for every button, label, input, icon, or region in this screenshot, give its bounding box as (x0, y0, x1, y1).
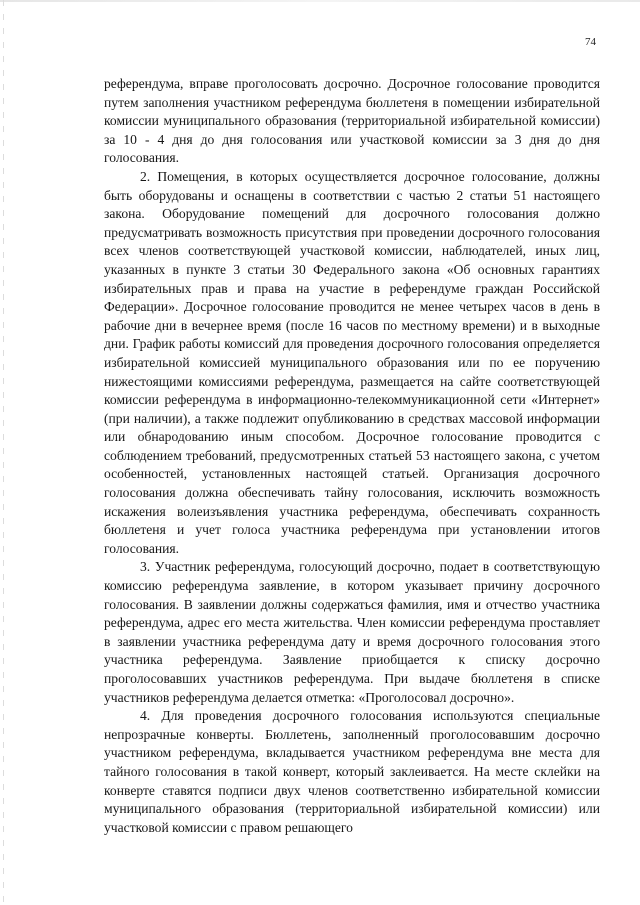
paragraph-continuation: референдума, вправе проголосовать досрочно. Досрочное голосование проводится путем заполнения участником референдума бюллетеня в помещении избирательной комиссии муниципального образования (территориальной избирательной комиссии) за 10 - 4 дня до дня голосования или участковой комиссии за 3 дня до дня голосования. (104, 76, 600, 166)
paragraph-item-2: 2. Помещения, в которых осуществляется досрочное голосование, должны быть оборудованы и оснащены в соответствии с частью 2 статьи 51 настоящего закона. Оборудование помещений для досрочного голосования должно предусматривать возможность присутствия при проведении досрочного голосования всех членов соответствующей участковой комиссии, наблюдателей, иных лиц, указанных в пункте 3 статьи 30 Федерального закона «Об основных гарантиях избирательных прав и права на участие в референдуме граждан Российской Федерации». Досрочное голосование проводится не менее четырех часов в день в рабочие дни в вечернее время (после 16 часов по местному времени) и в выходные дни. График работы комиссий для проведения досрочного голосования определяется избирательной комиссией муниципального образования или по ее поручению нижестоящими комиссиями референдума, размещается на сайте соответствующей комиссии референдума в информационно-телекоммуникационной сети «Интернет» (при наличии), а также подлежит опубликованию в средствах массовой информации или обнародованию иным способом. Досрочное голосование проводится с соблюдением требований, предусмотренных статьей 53 настоящего закона, с учетом особенностей, установленных настоящей статьей. Организация досрочного голосования должна обеспечивать тайну голосования, исключить возможность искажения волеизъявления участника референдума, обеспечивать сохранность бюллетеня и учет голоса участника референдума при установлении итогов голосования. (104, 168, 600, 556)
paragraph-item-3: 3. Участник референдума, голосующий досрочно, подает в соответствующую комиссию референдума заявление, в котором указывает причину досрочного голосования. В заявлении должны содержаться фамилия, имя и отчество участника референдума, адрес его места жительства. Член комиссии референдума проставляет в заявлении участника референдума дату и время досрочного голосования этого участника референдума. Заявление приобщается к списку досрочно проголосовавших участников референдума. При выдаче бюллетеня в списке участников референдума делается отметка: «Проголосовал досрочно». (104, 559, 600, 705)
scan-left-edge (3, 0, 4, 905)
scan-top-edge (0, 0, 640, 2)
document-body (104, 75, 600, 837)
page-number: 74 (585, 36, 596, 48)
paragraph-item-4: 4. Для проведения досрочного голосования используются специальные непрозрачные конверты. Бюллетень, заполненный проголосовавшим досрочно участником референдума, вкладывается участником референдума вне места для тайного голосования в такой конверт, который заклеивается. На месте склейки на конверте ставятся подписи двух членов соответственно избирательной комиссии муниципального образования (территориальной избирательной комиссии) или участковой комиссии с правом решающего (104, 708, 600, 835)
